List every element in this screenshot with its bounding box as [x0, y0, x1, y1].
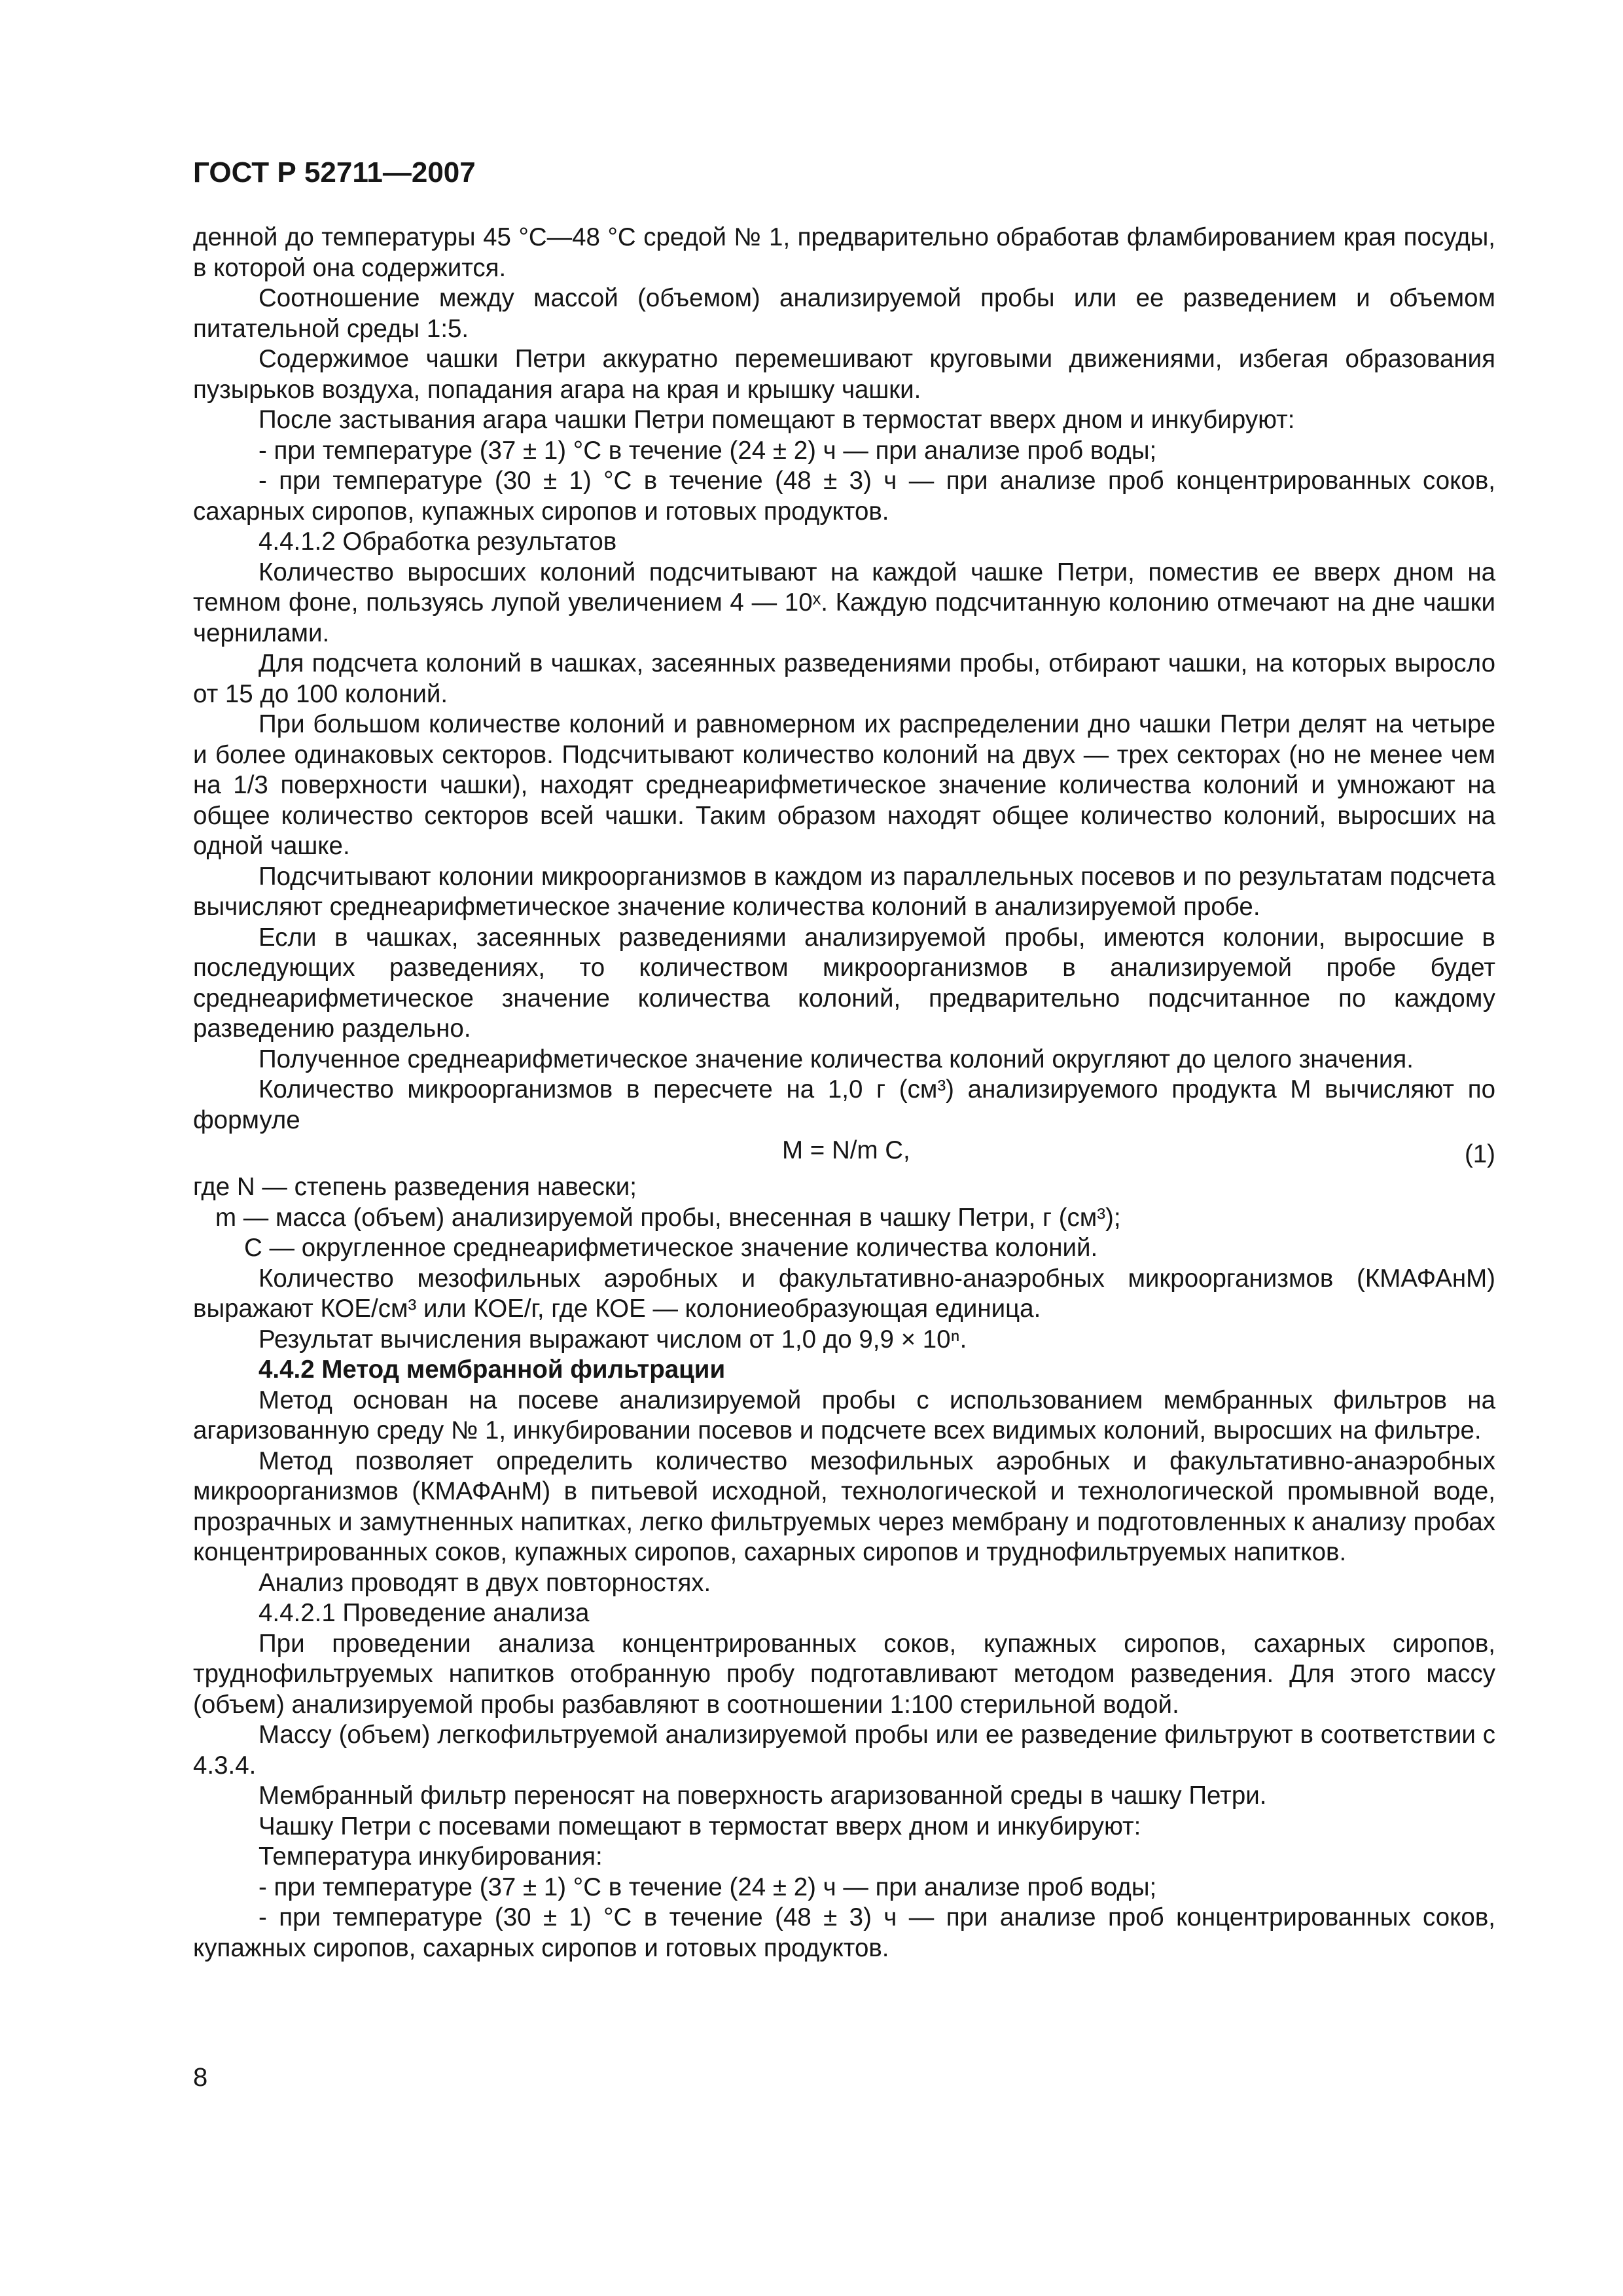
paragraph: Чашку Петри с посевами помещают в термостат вверх дном и инкубируют:	[259, 1812, 1141, 1840]
definition-item: где N — степень разведения навески;	[193, 1173, 637, 1201]
paragraph: Количество микроорганизмов в пересчете на 1,0 г (см³) анализируемого продукта M вычисляют по формуле	[193, 1075, 1495, 1134]
paragraph: Метод основан на посеве анализируемой пробы с использованием мембранных фильтров на агаризованную среду № 1, инкубировании посевов и подсчете всех видимых колоний, выросших на фильтре.	[193, 1386, 1495, 1444]
subsection-heading: 4.4.1.2 Обработка результатов	[259, 528, 617, 556]
list-item: - при температуре (37 ± 1) °С в течение (24 ± 2) ч — при анализе проб воды;	[259, 1873, 1157, 1901]
formula-expression: M = N/m C,	[782, 1136, 910, 1164]
paragraph: Массу (объем) легкофильтруемой анализируемой пробы или ее разведение фильтруют в соответствии с 4.3.4.	[193, 1721, 1495, 1780]
paragraph: Если в чашках, засеянных разведениями анализируемой пробы, имеются колонии, выросшие в последующих разведениях, то количеством микроорганизмов в анализируемой пробе будет среднеарифметическое значение количества колоний, предварительно подсчитанное по каждому разведению раздельно.	[193, 923, 1495, 1043]
paragraph: Полученное среднеарифметическое значение количества колоний округляют до целого значения.	[259, 1045, 1414, 1073]
paragraph: Метод позволяет определить количество мезофильных аэробных и факультативно-анаэробных микроорганизмов (КМАФАнМ) в питьевой исходной, технологической и технологической промывной воде, прозрачных и замутненных напитках, легко фильтруемых через мембрану и подготовленных к анализу пробах концентрированных соков, купажных сиропов, сахарных сиропов и труднофильтруемых напитков.	[193, 1446, 1495, 1566]
paragraph: При большом количестве колоний и равномерном их распределении дно чашки Петри делят на четыре и более одинаковых секторов. Подсчитывают количество колоний на двух — трех секторах (но не менее чем на 1/3 поверхности чашки), находят среднеарифметическое значение количества колоний и умножают на общее количество секторов всей чашки. Таким образом находят общее количество колоний, выросших на одной чашке.	[193, 710, 1495, 860]
paragraph: Анализ проводят в двух повторностях.	[259, 1568, 711, 1597]
formula-definitions	[193, 1172, 1495, 1264]
list-item: - при температуре (30 ± 1) °С в течение (48 ± 3) ч — при анализе проб концентрированных соков, купажных сиропов, сахарных сиропов и готовых продуктов.	[193, 1903, 1495, 1962]
paragraph: При проведении анализа концентрированных соков, купажных сиропов, сахарных сиропов, труднофильтруемых напитков отобранную пробу подготавливают методом разведения. Для этого массу (объем) анализируемой пробы разбавляют в соотношении 1:100 стерильной водой.	[193, 1629, 1495, 1719]
subsection-heading: 4.4.2.1 Проведение анализа	[259, 1599, 590, 1627]
paragraph: Для подсчета колоний в чашках, засеянных разведениями пробы, отбирают чашки, на которых выросло от 15 до 100 колоний.	[193, 649, 1495, 708]
paragraph: Количество выросших колоний подсчитывают на каждой чашке Петри, поместив ее вверх дном на темном фоне, пользуясь лупой увеличением 4 — 10ˣ. Каждую подсчитанную колонию отмечают на дне чашки чернилами.	[193, 558, 1495, 647]
formula-number: (1)	[1464, 1140, 1495, 1168]
formula-line	[193, 1136, 1495, 1172]
paragraph: Результат вычисления выражают числом от 1,0 до 9,9 × 10ⁿ.	[259, 1325, 967, 1354]
definition-item: m — масса (объем) анализируемой пробы, внесенная в чашку Петри, г (см³);	[215, 1203, 1121, 1232]
page-number: 8	[193, 2063, 208, 2092]
list-item: - при температуре (30 ± 1) °С в течение (48 ± 3) ч — при анализе проб концентрированных соков, сахарных сиропов, купажных сиропов и готовых продуктов.	[193, 467, 1495, 526]
paragraph: Температура инкубирования:	[259, 1842, 603, 1871]
paragraph: Соотношение между массой (объемом) анализируемой пробы или ее разведением и объемом питательной среды 1:5.	[193, 284, 1495, 343]
list-item: - при температуре (37 ± 1) °С в течение (24 ± 2) ч — при анализе проб воды;	[259, 436, 1157, 465]
document-header: ГОСТ Р 52711—2007	[193, 156, 476, 188]
paragraph: Подсчитывают колонии микроорганизмов в каждом из параллельных посевов и по результатам подсчета вычисляют среднеарифметическое значение количества колоний в анализируемой пробе.	[193, 862, 1495, 921]
paragraph: Содержимое чашки Петри аккуратно перемешивают круговыми движениями, избегая образования пузырьков воздуха, попадания агара на края и крышку чашки.	[193, 345, 1495, 404]
paragraph: Количество мезофильных аэробных и факультативно-анаэробных микроорганизмов (КМАФАнМ) выражают КОЕ/см³ или КОЕ/г, где КОЕ — колониеобразующая единица.	[193, 1264, 1495, 1323]
section-heading: 4.4.2 Метод мембранной фильтрации	[259, 1355, 726, 1384]
document-body	[193, 223, 1495, 1964]
definition-item: С — округленное среднеарифметическое значение количества колоний.	[244, 1234, 1098, 1262]
paragraph: Мембранный фильтр переносят на поверхность агаризованной среды в чашку Петри.	[259, 1782, 1267, 1810]
paragraph: денной до температуры 45 °С—48 °С средой № 1, предварительно обработав фламбированием края посуды, в которой она содержится.	[193, 223, 1495, 282]
paragraph: После застывания агара чашки Петри помещают в термостат вверх дном и инкубируют:	[259, 406, 1295, 434]
